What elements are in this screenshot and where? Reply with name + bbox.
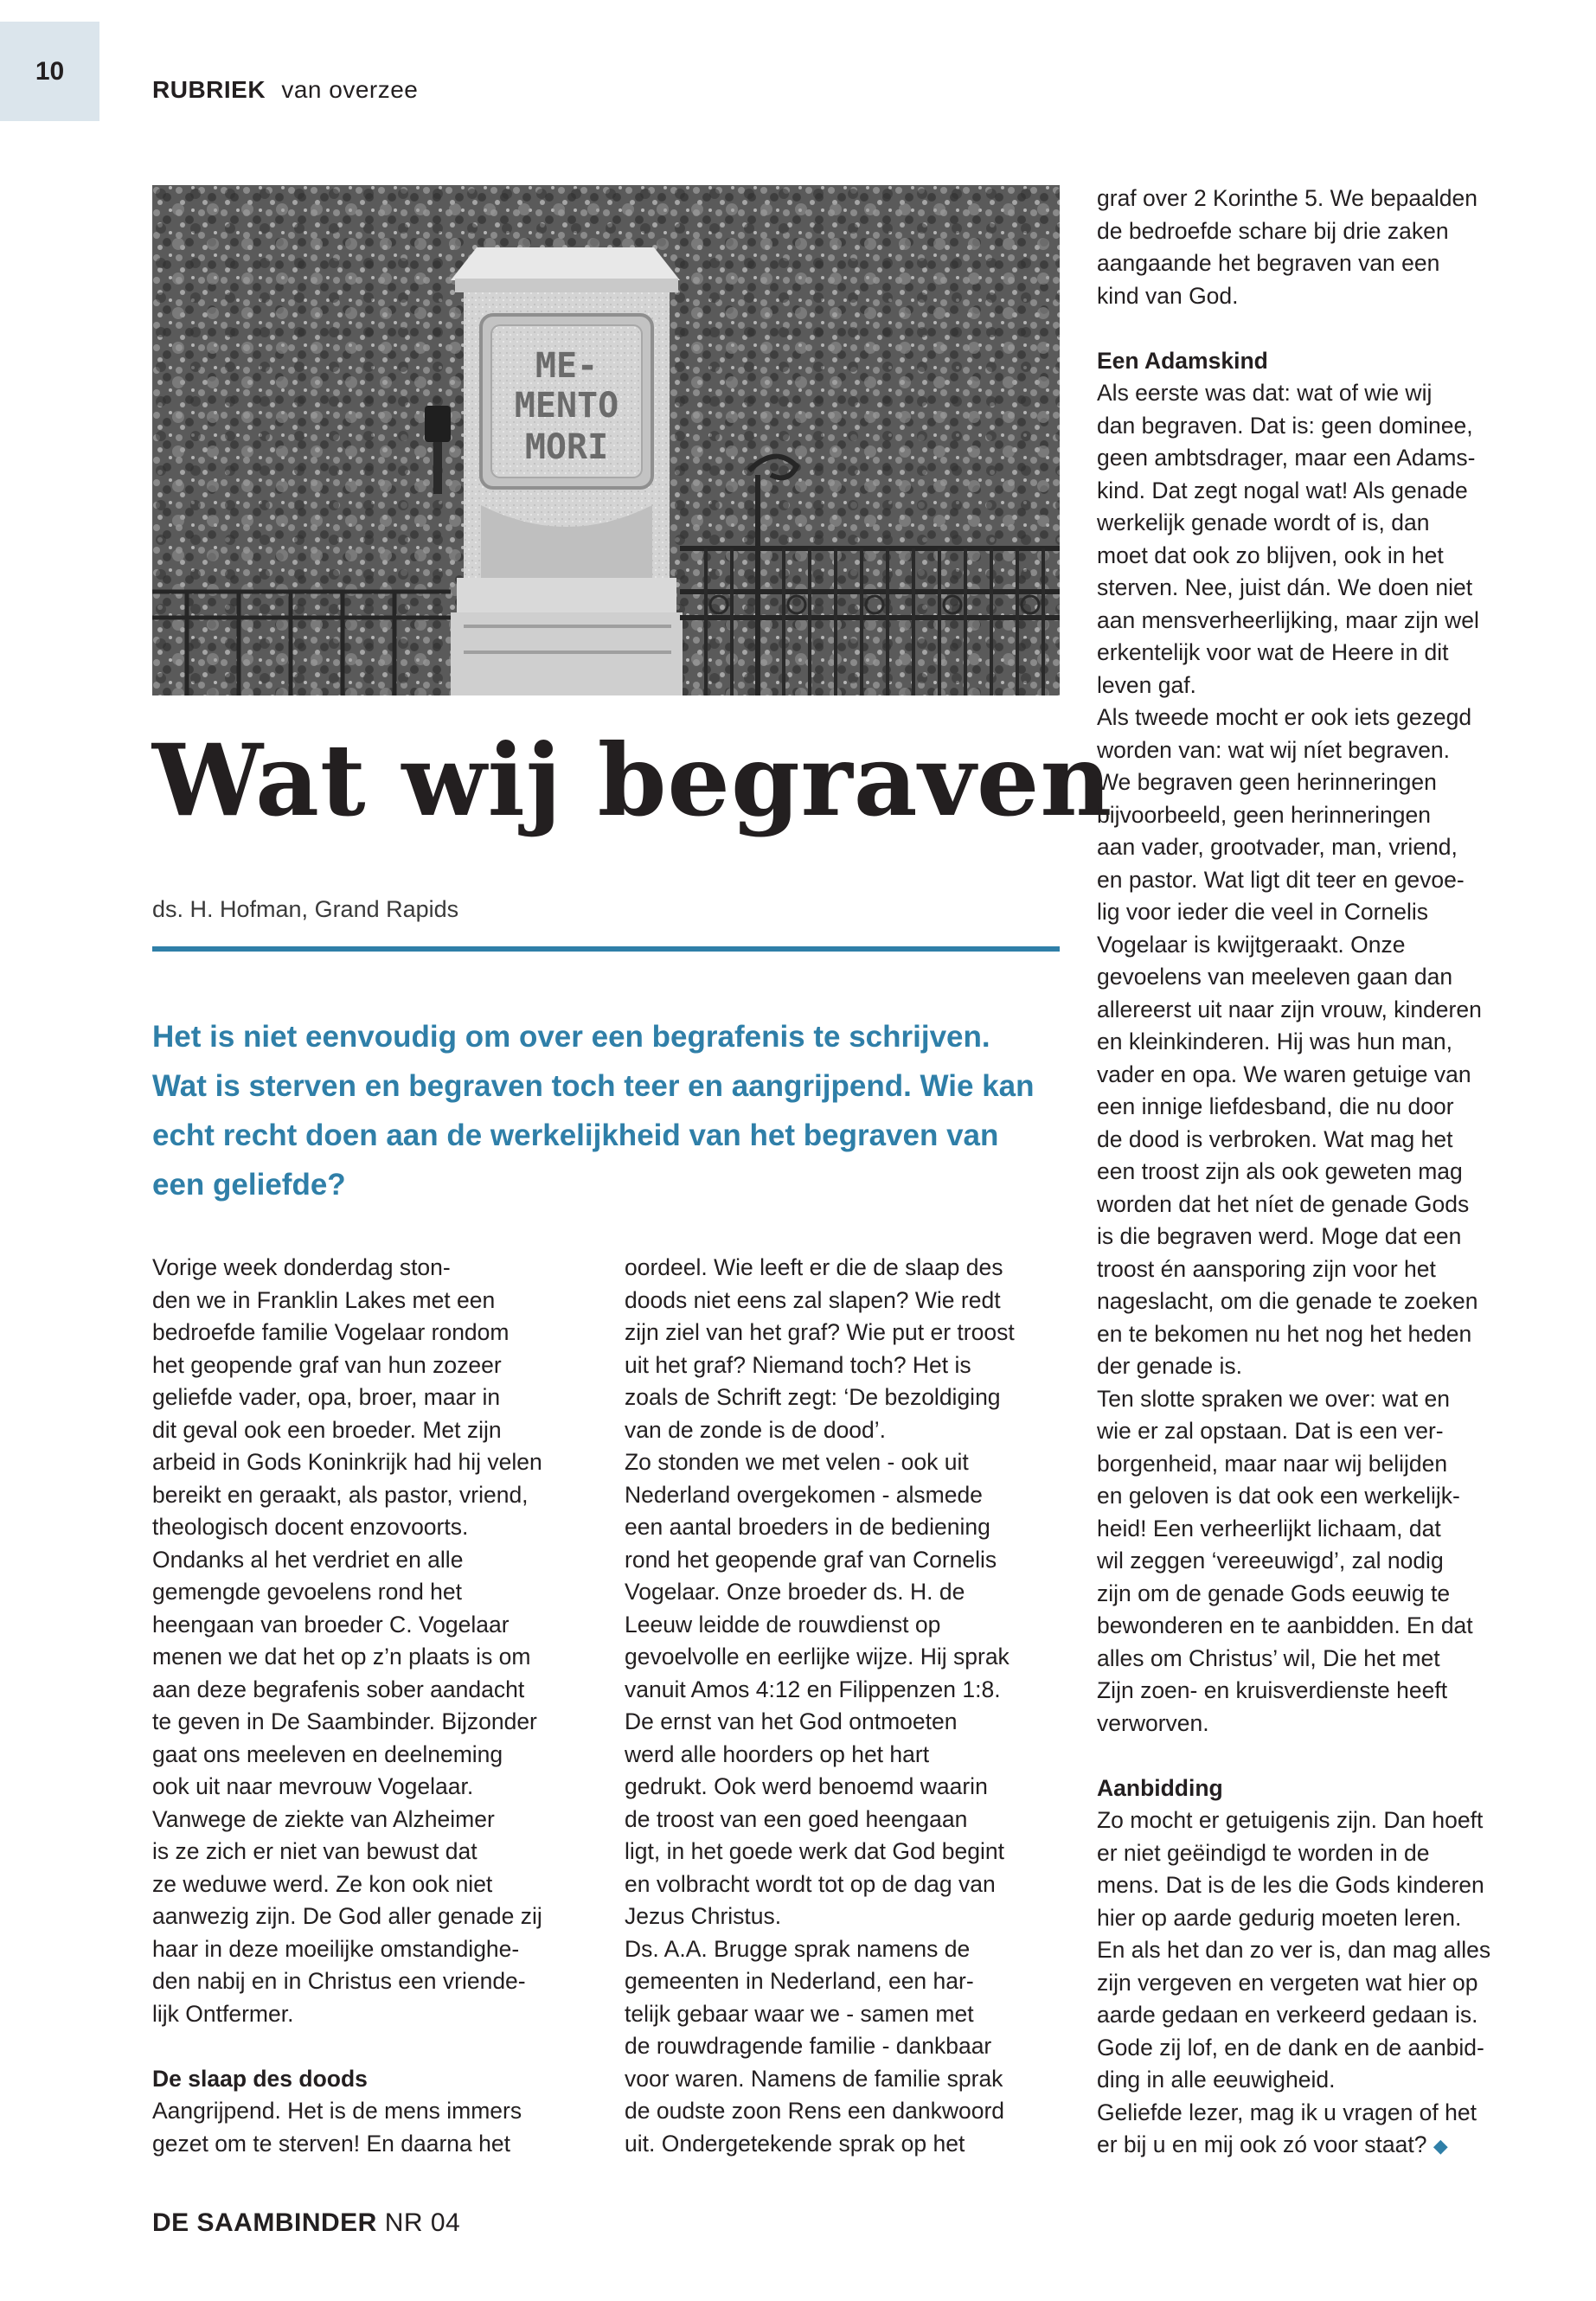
- text-line: kind van God.: [1097, 282, 1239, 309]
- text-line: worden dat het níet de genade Gods: [1097, 1190, 1470, 1217]
- text-line: een troost zijn als ook geweten mag: [1097, 1158, 1463, 1184]
- text-line: bedroefde familie Vogelaar rondom: [152, 1319, 510, 1345]
- rubric-label: RUBRIEK: [152, 76, 266, 103]
- article-byline: ds. H. Hofman, Grand Rapids: [152, 896, 459, 922]
- text-line: Jezus Christus.: [625, 1903, 782, 1929]
- closing-line: er bij u en mij ook zó voor staat? ◆: [1097, 2131, 1448, 2157]
- text-line: werkelijk genade wordt of is, dan: [1097, 510, 1430, 535]
- text-line: en te bekomen nu het nog het heden: [1097, 1320, 1472, 1347]
- text-line: de rouwdragende familie - dankbaar: [625, 2033, 992, 2059]
- text-line: bijvoorbeeld, geen herinneringen: [1097, 801, 1432, 828]
- text-line: lig voor ieder die veel in Cornelis: [1097, 899, 1428, 925]
- text-line: en geloven is dat ook een werkelijk-: [1097, 1483, 1460, 1509]
- text-line: menen we dat het op z’n plaats is om: [152, 1644, 531, 1670]
- text-line: Vanwege de ziekte van Alzheimer: [152, 1805, 495, 1832]
- text-line: Ten slotte spraken we over: wat en: [1097, 1385, 1451, 1412]
- text-line: zijn om de genade Gods eeuwig te: [1097, 1580, 1451, 1606]
- text-line: gemeenten in Nederland, een har-: [625, 1968, 974, 1994]
- article-title: Wat wij begraven: [152, 722, 1113, 838]
- text-line: Vogelaar is kwijtgeraakt. Onze: [1097, 931, 1406, 958]
- text-line: leven gaf.: [1097, 671, 1196, 698]
- section-header: [152, 76, 418, 104]
- text-line: Aangrijpend. Het is de mens immers: [152, 2098, 522, 2124]
- text-line: ook uit naar mevrouw Vogelaar.: [152, 1773, 474, 1799]
- text-line: Ondanks al het verdriet en alle: [152, 1546, 464, 1573]
- text-line: kind. Dat zegt nogal wat! Als genade: [1097, 477, 1468, 503]
- text-line: Leeuw leidde de rouwdienst op: [625, 1611, 941, 1638]
- text-line: gedrukt. Ook werd benoemd waarin: [625, 1773, 988, 1799]
- text-line: theologisch docent enzovoorts.: [152, 1514, 469, 1540]
- text-line: er niet geëindigd te worden in de: [1097, 1839, 1430, 1866]
- text-line: gevoelvolle en eerlijke wijze. Hij sprak: [625, 1644, 1010, 1670]
- text-line: voor waren. Namens de familie sprak: [625, 2065, 1003, 2092]
- text-line: worden van: wat wij níet begraven.: [1097, 736, 1451, 763]
- text-line: doods niet eens zal slapen? Wie redt: [625, 1286, 1001, 1313]
- text-line: Geliefde lezer, mag ik u vragen of het: [1097, 2099, 1477, 2125]
- text-line: de oudste zoon Rens een dankwoord: [625, 2098, 1005, 2124]
- title-divider: [152, 946, 1060, 952]
- text-line: geen ambtsdrager, maar een Adams-: [1097, 445, 1476, 471]
- text-line: uit. Ondergetekende sprak op het: [625, 2130, 965, 2157]
- text-line: Vogelaar. Onze broeder ds. H. de: [625, 1579, 965, 1605]
- text-line: ding in alle eeuwigheid.: [1097, 2067, 1336, 2093]
- text-column-3: [1097, 183, 1547, 2163]
- text-line: nageslacht, om die genade te zoeken: [1097, 1288, 1478, 1314]
- text-line: hier op aarde gedurig moeten leren.: [1097, 1904, 1462, 1931]
- text-line: erkentelijk voor wat de Heere in dit: [1097, 639, 1449, 665]
- text-line: aan deze begrafenis sober aandacht: [152, 1676, 525, 1702]
- text-line: werd alle hoorders op het hart: [625, 1740, 930, 1767]
- text-line: lijk Ontfermer.: [152, 2000, 294, 2027]
- text-line: een aantal broeders in de bediening: [625, 1514, 990, 1540]
- text-line: zoals de Schrift zegt: ‘De bezoldiging: [625, 1384, 1001, 1410]
- text-line: bereikt en geraakt, als pastor, vriend,: [152, 1481, 529, 1508]
- text-line: De ernst van het God ontmoeten: [625, 1708, 958, 1734]
- text-line: allereerst uit naar zijn vrouw, kinderen: [1097, 996, 1482, 1022]
- text-line: arbeid in Gods Koninkrijk had hij velen: [152, 1449, 542, 1475]
- text-line: aanwezig zijn. De God aller genade zij: [152, 1903, 542, 1929]
- text-line: en pastor. Wat ligt dit teer en gevoe-: [1097, 866, 1465, 893]
- text-line: Zijn zoen- en kruisverdienste heeft: [1097, 1677, 1448, 1703]
- text-line: der genade is.: [1097, 1353, 1242, 1379]
- text-line: Nederland overgekomen - alsmede: [625, 1481, 983, 1508]
- text-line: wie er zal opstaan. Dat is een ver-: [1097, 1418, 1444, 1444]
- text-line: vader en opa. We waren getuige van: [1097, 1061, 1471, 1087]
- text-column-1: [152, 1252, 602, 2160]
- text-line: is ze zich er niet van bewust dat: [152, 1838, 478, 1864]
- svg-text:ME-: ME-: [535, 346, 599, 386]
- text-line: zijn ziel van het graf? Wie put er troost: [625, 1319, 1015, 1345]
- text-line: Vorige week donderdag ston-: [152, 1254, 451, 1280]
- text-line: zijn vergeven en vergeten wat hier op: [1097, 1969, 1478, 1996]
- svg-text:MENTO: MENTO: [514, 386, 619, 426]
- text-line: geliefde vader, opa, broer, maar in: [152, 1384, 501, 1410]
- text-line: dan begraven. Dat is: geen dominee,: [1097, 412, 1473, 439]
- text-line: ze weduwe werd. Ze kon ook niet: [152, 1870, 493, 1897]
- text-line: Zo mocht er getuigenis zijn. Dan hoeft: [1097, 1807, 1484, 1833]
- text-line: oordeel. Wie leeft er die de slaap des: [625, 1254, 1003, 1280]
- text-line: haar in deze moeilijke omstandighe-: [152, 1935, 520, 1962]
- text-line: de dood is verbroken. Wat mag het: [1097, 1125, 1453, 1152]
- magazine-footer: [152, 2208, 460, 2238]
- text-line: Als tweede mocht er ook iets gezegd: [1097, 704, 1472, 730]
- text-line: en volbracht wordt tot op de dag van: [625, 1870, 996, 1897]
- magazine-name: DE SAAMBINDER: [152, 2208, 377, 2237]
- text-line: aan vader, grootvader, man, vriend,: [1097, 834, 1458, 860]
- text-line: Als eerste was dat: wat of wie wij: [1097, 380, 1433, 406]
- text-line: rond het geopende graf van Cornelis: [625, 1546, 997, 1573]
- text-line: en kleinkinderen. Hij was hun man,: [1097, 1029, 1452, 1054]
- end-of-article-icon: ◆: [1433, 2135, 1448, 2157]
- text-line: vanuit Amos 4:12 en Filippenzen 1:8.: [625, 1676, 1001, 1702]
- text-line: den we in Franklin Lakes met een: [152, 1286, 496, 1313]
- text-line: borgenheid, maar naar wij belijden: [1097, 1450, 1448, 1477]
- page-number-tab: [0, 22, 99, 121]
- subheading-slaap-des-doods: De slaap des doods: [152, 2065, 368, 2092]
- text-line: den nabij en in Christus een vriende-: [152, 1968, 526, 1994]
- text-line: aarde gedaan en verkeerd gedaan is.: [1097, 2002, 1478, 2028]
- text-line: alles om Christus’ wil, Die het met: [1097, 1644, 1440, 1671]
- text-line: van de zonde is de dood’.: [625, 1416, 887, 1443]
- subheading-aanbidding: Aanbidding: [1097, 1774, 1223, 1801]
- text-line: heengaan van broeder C. Vogelaar: [152, 1611, 510, 1638]
- text-line: graf over 2 Korinthe 5. We bepaalden: [1097, 185, 1477, 211]
- text-line: is die begraven werd. Moge dat een: [1097, 1223, 1462, 1249]
- text-line: verworven.: [1097, 1709, 1209, 1736]
- text-line: uit het graf? Niemand toch? Het is: [625, 1351, 971, 1378]
- text-line: Zo stonden we met velen - ook uit: [625, 1449, 969, 1475]
- text-line: de troost van een goed heengaan: [625, 1805, 968, 1832]
- text-line: dit geval ook een broeder. Met zijn: [152, 1416, 502, 1443]
- text-line: Ds. A.A. Brugge sprak namens de: [625, 1935, 971, 1962]
- text-line: wil zeggen ‘vereeuwigd’, zal nodig: [1097, 1548, 1444, 1574]
- svg-text:MORI: MORI: [524, 427, 609, 467]
- text-line: troost én aansporing zijn voor het: [1097, 1255, 1436, 1282]
- text-line: telijk gebaar waar we - samen met: [625, 2000, 974, 2027]
- text-line: een innige liefdesband, die nu door: [1097, 1093, 1454, 1119]
- text-line: heid! Een verheerlijkt lichaam, dat: [1097, 1515, 1441, 1541]
- text-line: aan mensverheerlijking, maar zijn wel: [1097, 606, 1479, 633]
- text-line: gevoelens van meeleven gaan dan: [1097, 964, 1453, 990]
- text-line: te geven in De Saambinder. Bijzonder: [152, 1708, 537, 1734]
- text-line: gemengde gevoelens rond het: [152, 1579, 463, 1605]
- text-line: gaat ons meeleven en deelneming: [152, 1740, 503, 1767]
- text-column-2: [625, 1252, 1066, 2160]
- issue-number: NR 04: [384, 2208, 461, 2237]
- page-number: 10: [35, 56, 65, 86]
- text-line: het geopende graf van hun zozeer: [152, 1351, 502, 1378]
- text-line: de bedroefde schare bij drie zaken: [1097, 217, 1449, 244]
- article-intro: Het is niet eenvoudig om over een begrafenis te schrijven. Wat is sterven en begraven toch teer en aangrijpend. Wie kan echt recht doen aan de werkelijkheid van het begraven van een geliefde?: [152, 1020, 1035, 1202]
- subheading-een-adamskind: Een Adamskind: [1097, 347, 1268, 374]
- section-label: van overzee: [281, 76, 419, 103]
- memento-mori-gate-photo: [152, 185, 1060, 695]
- text-line: aangaande het begraven van een: [1097, 250, 1440, 276]
- text-line: bewonderen en te aanbidden. En dat: [1097, 1612, 1473, 1638]
- text-line: Gode zij lof, en de dank en de aanbid-: [1097, 2034, 1484, 2061]
- text-line: We begraven geen herinneringen: [1097, 769, 1437, 795]
- text-line: ligt, in het goede werk dat God begint: [625, 1838, 1005, 1864]
- text-line: gezet om te sterven! En daarna het: [152, 2130, 510, 2157]
- text-line: mens. Dat is de les die Gods kinderen: [1097, 1872, 1484, 1898]
- text-line: sterven. Nee, juist dán. We doen niet: [1097, 574, 1473, 600]
- text-line: moet dat ook zo blijven, ook in het: [1097, 542, 1444, 568]
- text-line: En als het dan zo ver is, dan mag alles: [1097, 1937, 1491, 1963]
